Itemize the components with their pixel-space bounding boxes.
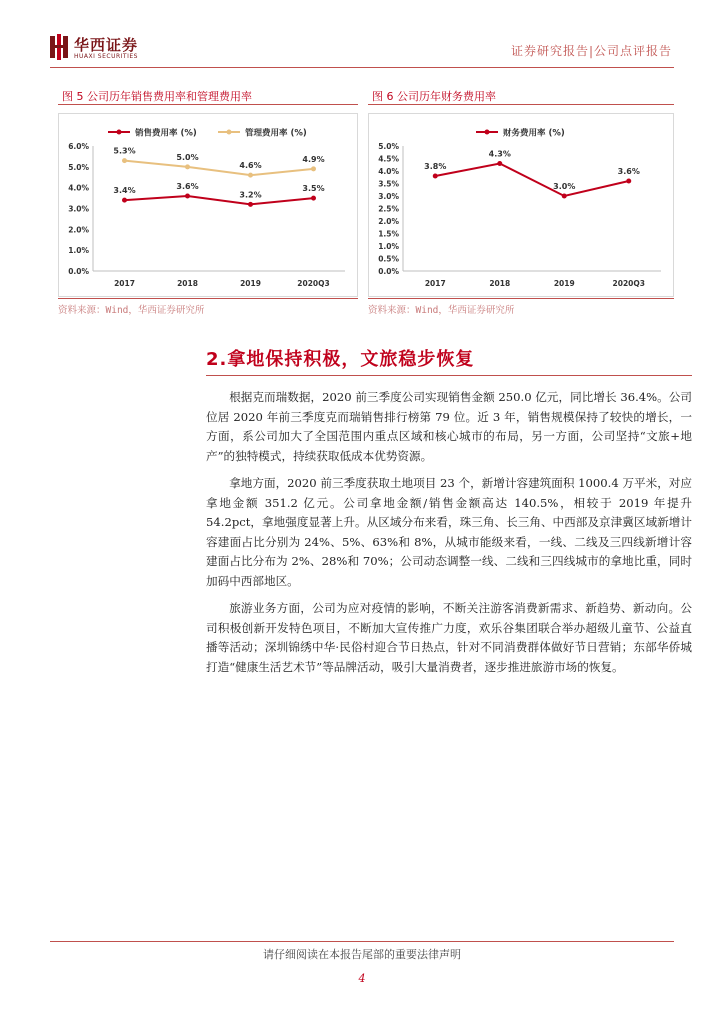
series-line-0: [125, 196, 314, 204]
figure-5-source: 资料来源：Wind，华西证券研究所: [58, 305, 205, 316]
y-tick-label: 1.0%: [378, 242, 399, 251]
legend-label-1: 管理费用率 (%): [245, 128, 307, 139]
y-tick-label: 5.0%: [68, 162, 89, 172]
y-tick-label: 2.5%: [378, 204, 399, 214]
figure-5-title: 图 5 公司历年销售费用率和管理费用率: [62, 90, 252, 103]
legal-notice: 请仔细阅读在本报告尾部的重要法律声明: [263, 948, 461, 961]
data-point: [185, 194, 190, 199]
figure-6-title: 图 6 公司历年财务费用率: [372, 90, 496, 103]
data-label: 3.0%: [553, 182, 576, 191]
data-point: [626, 179, 631, 184]
y-tick-label: 0.0%: [68, 267, 89, 276]
expense-ratio-chart: [59, 114, 357, 296]
series-line-0: [435, 164, 629, 197]
data-label: 5.3%: [113, 146, 136, 156]
brand-name: 华西证券: [74, 36, 139, 54]
paragraph-2: 拿地方面，2020 前三季度获取土地项目 23 个，新增计容建筑面积 1000.4 万平米，对应拿地金额 351.2 亿元。公司拿地金额/销售金额高达 140.5%，相较于 2019 年提升 54.2pct，拿地强度显著上升。从区域分布来看，珠三角、长三角、中西部及京津冀区域新增计容建面占比分别为 24%、5%、63%和 8%，从城市能级来看，一线、二线及三四线新增计容建面占比分布为 2%、28%和 70%；公司动态调整一线、二线和三四线城市的拿地比重，同时加码中西部地区。: [206, 476, 692, 588]
huaxi-logo-icon: [50, 34, 68, 60]
data-point: [248, 173, 253, 178]
x-tick-label: 2020Q3: [612, 279, 645, 288]
data-point: [311, 166, 316, 171]
data-label: 4.6%: [239, 161, 262, 171]
data-label: 3.5%: [302, 184, 325, 194]
brand-name-en: HUAXI SECURITIES: [74, 53, 138, 60]
legend-marker-0: [117, 130, 122, 135]
x-tick-label: 2019: [240, 279, 261, 288]
legend-marker-1: [227, 130, 232, 135]
y-tick-label: 2.0%: [378, 217, 399, 226]
data-point: [497, 161, 502, 166]
figure-6-chart-frame: [368, 113, 674, 297]
figure-6-source: 资料来源：Wind，华西证券研究所: [368, 305, 515, 316]
footer-divider: [50, 941, 674, 942]
x-tick-label: 2018: [489, 279, 511, 288]
section-body: [206, 388, 692, 677]
y-tick-label: 0.5%: [378, 254, 399, 264]
data-point: [185, 164, 190, 169]
y-tick-label: 4.0%: [68, 183, 89, 193]
x-tick-label: 2020Q3: [297, 279, 330, 288]
figure-5-chart-frame: [58, 113, 358, 297]
y-tick-label: 0.0%: [378, 267, 399, 276]
section-title: 2.拿地保持积极，文旅稳步恢复: [206, 349, 475, 370]
legend-marker-0: [485, 130, 490, 135]
y-tick-label: 4.0%: [378, 167, 399, 176]
data-point: [433, 174, 438, 179]
data-point: [122, 198, 127, 203]
y-tick-label: 1.5%: [378, 229, 399, 239]
data-label: 5.0%: [176, 152, 199, 162]
figure-5-bottom-rule: [58, 298, 358, 299]
y-tick-label: 6.0%: [68, 142, 89, 151]
legend-label-0: 财务费用率 (%): [503, 128, 565, 139]
data-label: 3.2%: [239, 190, 262, 200]
y-tick-label: 3.0%: [378, 192, 399, 201]
figure-5-top-rule: [58, 104, 358, 105]
paragraph-1: 根据克而瑞数据，2020 前三季度公司实现销售金额 250.0 亿元，同比增长 36.4%。公司位居 2020 年前三季度克而瑞销售排行榜第 79 位。近 3 年，销售规模保持了较快的增长，一方面，系公司加大了全国范围内重点区域和核心城市的布局，另一方面，公司坚持“文旅+地产”的独特模式，持续获取低成本优势资源。: [206, 390, 692, 463]
page-header: [0, 0, 724, 70]
data-point: [562, 194, 567, 199]
data-point: [248, 202, 253, 207]
y-tick-label: 4.5%: [378, 154, 399, 164]
x-tick-label: 2017: [424, 279, 446, 288]
finance-expense-ratio-chart: [369, 114, 673, 296]
data-label: 4.9%: [302, 154, 325, 164]
x-tick-label: 2018: [177, 279, 198, 288]
data-label: 3.4%: [113, 186, 136, 196]
report-type: 证券研究报告|公司点评报告: [510, 44, 672, 58]
y-tick-label: 2.0%: [68, 225, 89, 235]
data-label: 3.6%: [617, 167, 640, 176]
data-label: 4.3%: [488, 149, 511, 159]
data-point: [122, 158, 127, 163]
y-tick-label: 3.0%: [68, 204, 89, 214]
y-tick-label: 3.5%: [378, 179, 399, 189]
x-tick-label: 2017: [114, 279, 135, 288]
paragraph-3: 旅游业务方面，公司为应对疫情的影响，不断关注游客消费新需求、新趋势、新动向。公司积极创新开发特色项目，不断加大宣传推广力度，欢乐谷集团联合举办超级儿童节、公益直播等活动；深圳锦绣中华·民俗村迎合节日热点，针对不同消费群体做好节日营销；东部华侨城打造“健康生活艺术节”等品牌活动，吸引大量消费者，逐步推进旅游市场的恢复。: [206, 601, 692, 674]
figure-6-top-rule: [368, 104, 674, 105]
data-label: 3.6%: [176, 182, 199, 191]
legend-label-0: 销售费用率 (%): [135, 128, 197, 139]
y-tick-label: 5.0%: [378, 142, 399, 151]
page-number: 4: [358, 972, 366, 985]
data-label: 3.8%: [424, 162, 447, 171]
figure-6-bottom-rule: [368, 298, 674, 299]
y-tick-label: 1.0%: [68, 246, 89, 256]
data-point: [311, 196, 316, 201]
x-tick-label: 2019: [553, 279, 575, 288]
section-divider: [206, 375, 692, 376]
series-line-1: [125, 161, 314, 176]
header-divider: [50, 67, 674, 68]
